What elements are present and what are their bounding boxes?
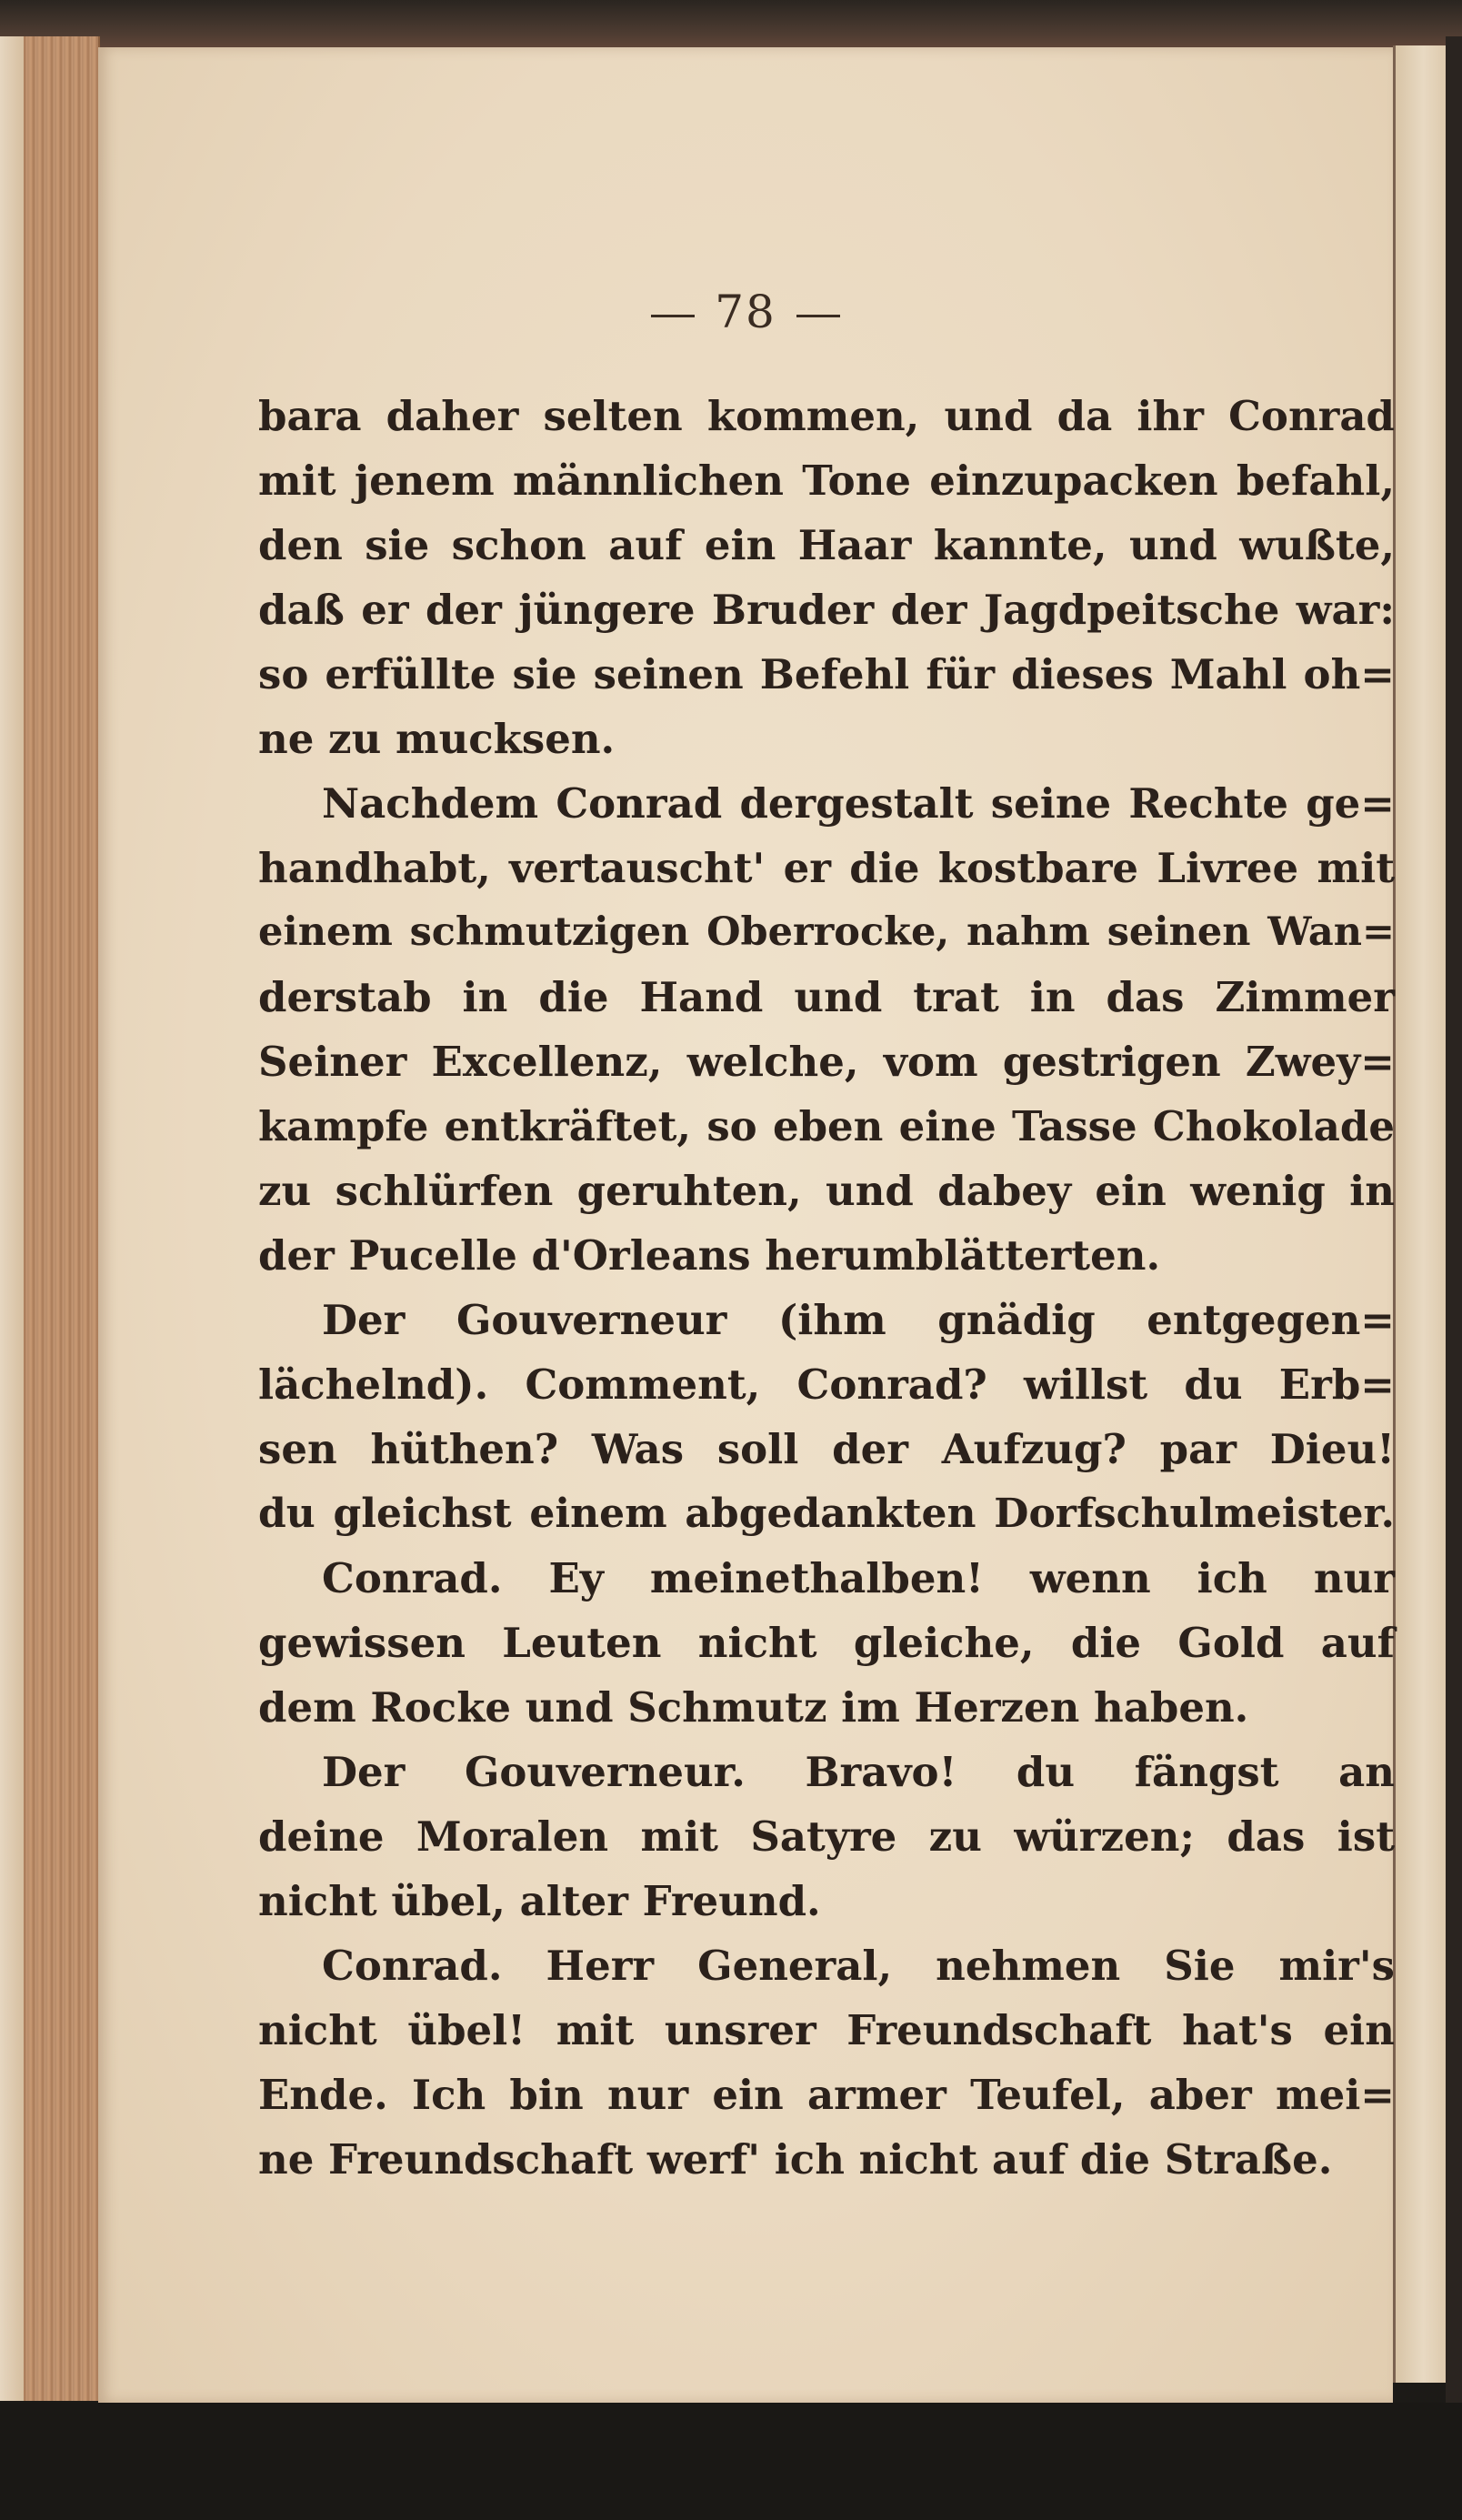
page-number-header: [98, 286, 1393, 338]
text-line: deine Moralen mit Satyre zu würzen; das ist: [258, 1812, 1395, 1861]
text-line: Der Gouverneur. Bravo! du fängst an: [322, 1748, 1395, 1796]
text-line: Nachdem Conrad dergestalt seine Rechte ge=: [322, 779, 1395, 828]
text-line: ne Freundschaft werf' ich nicht auf die Straße.: [258, 2135, 1333, 2184]
text-line: derstab in die Hand und trat in das Zimmer: [258, 973, 1395, 1021]
text-line: ne zu mucksen.: [258, 715, 616, 763]
text-line: Seiner Excellenz, welche, vom gestrigen Zwey=: [258, 1038, 1395, 1086]
text-line: den sie schon auf ein Haar kannte, und wußte,: [258, 521, 1395, 569]
left-page-edge: [0, 36, 24, 2401]
text-line: handhabt, vertauscht' er die kostbare Livree mit: [258, 844, 1395, 892]
text-line: einem schmutzigen Oberrocke, nahm seinen Wan=: [258, 909, 1395, 955]
text-line: nicht übel! mit unsrer Freundschaft hat's ein: [258, 2006, 1395, 2054]
text-line: dem Rocke und Schmutz im Herzen haben.: [258, 1683, 1249, 1732]
text-line: nicht übel, alter Freund.: [258, 1877, 821, 1925]
text-line: Der Gouverneur (ihm gnädig entgegen=: [322, 1296, 1395, 1344]
text-line: Conrad. Herr General, nehmen Sie mir's: [322, 1942, 1395, 1990]
text-line: daß er der jüngere Bruder der Jagdpeitsche war:: [258, 586, 1395, 634]
book-page: [98, 47, 1393, 2403]
book-bottom-edge: [0, 2403, 1462, 2520]
text-line: lächelnd). Comment, Conrad? willst du Erb=: [258, 1360, 1395, 1409]
text-line: zu schlürfen geruhten, und dabey ein wenig in: [258, 1167, 1395, 1215]
text-line: so erfüllte sie seinen Befehl für dieses Mahl oh=: [258, 650, 1395, 698]
right-cover-edge: [1446, 36, 1462, 2520]
text-line: Conrad. Ey meinethalben! wenn ich nur: [322, 1554, 1395, 1602]
text-line: bara daher selten kommen, und da ihr Conrad: [258, 392, 1395, 440]
text-line: mit jenem männlichen Tone einzupacken befahl,: [258, 457, 1395, 505]
page-number: 78: [715, 286, 776, 338]
text-line: der Pucelle d'Orleans herumblätterten.: [258, 1231, 1161, 1280]
text-line: kampfe entkräftet, so eben eine Tasse Chokolade: [258, 1102, 1395, 1150]
text-line: du gleichst einem abgedankten Dorfschulmeister.: [258, 1491, 1395, 1537]
text-line: gewissen Leuten nicht gleiche, die Gold auf: [258, 1619, 1395, 1667]
body-text: [258, 384, 1395, 2192]
text-line: sen hüthen? Was soll der Aufzug? par Dieu!: [258, 1425, 1395, 1473]
text-line: Ende. Ich bin nur ein armer Teufel, aber mei=: [258, 2071, 1395, 2119]
dash-right: [796, 315, 840, 317]
dash-left: [651, 315, 695, 317]
